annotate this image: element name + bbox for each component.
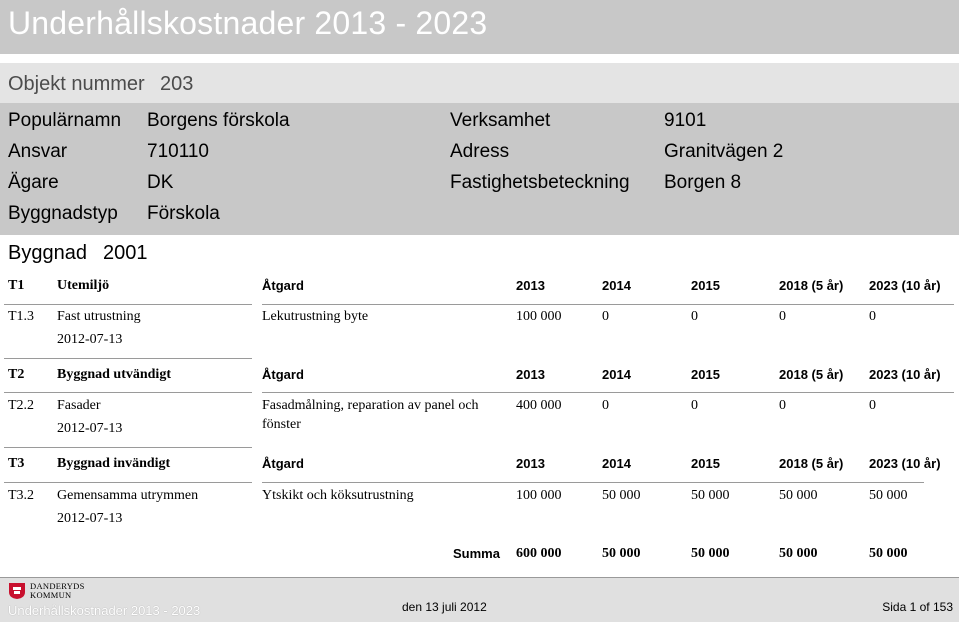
divider: [262, 482, 924, 483]
row-value-2015: 0: [691, 398, 698, 413]
row-date: 2012-07-13: [57, 421, 123, 436]
byggnadstyp-value: Förskola: [147, 203, 220, 224]
agare-label: Ägare: [8, 172, 59, 193]
divider: [262, 304, 954, 305]
summa-value-2018: 50 000: [779, 546, 818, 561]
row-code: T3.2: [8, 488, 35, 503]
summa-value-2015: 50 000: [691, 546, 730, 561]
col-2023-header: 2023 (10 år): [869, 367, 941, 382]
col-2023-header: 2023 (10 år): [869, 456, 941, 471]
col-atgard-header: Åtgard: [262, 456, 304, 471]
col-2013-header: 2013: [516, 278, 545, 293]
divider: [4, 304, 252, 305]
page-number: Sida 1 of 153: [882, 600, 953, 614]
row-code: T2.2: [8, 398, 35, 413]
divider: [4, 358, 252, 359]
page-title: Underhållskostnader 2013 - 2023: [8, 5, 488, 41]
objekt-label: Objekt nummer: [8, 73, 145, 95]
col-2018-header: 2018 (5 år): [779, 367, 844, 382]
ansvar-value: 710110: [147, 141, 209, 162]
row-value-2013: 100 000: [516, 309, 562, 324]
summa-value-2014: 50 000: [602, 546, 641, 561]
byggnad-label: Byggnad: [8, 242, 87, 264]
fastighet-value: Borgen 8: [664, 172, 742, 193]
col-2018-header: 2018 (5 år): [779, 456, 844, 471]
section-code: T1: [8, 278, 25, 293]
adress-label: Adress: [450, 141, 510, 162]
col-2023-header: 2023 (10 år): [869, 278, 941, 293]
ansvar-label: Ansvar: [8, 141, 68, 162]
verksamhet-label: Verksamhet: [450, 110, 551, 131]
byggnadstyp-label: Byggnadstyp: [8, 203, 118, 224]
section-code: T3: [8, 456, 25, 471]
row-action: Ytskikt och köksutrustning: [262, 488, 414, 503]
divider: [4, 447, 252, 448]
summa-label: Summa: [453, 546, 500, 561]
footer-date: den 13 juli 2012: [402, 600, 487, 614]
popularnamn-label: Populärnamn: [8, 110, 122, 131]
logo-line-1: DANDERYDS: [30, 581, 85, 591]
objekt-value: 203: [160, 73, 194, 95]
kommun-logo: [8, 581, 85, 600]
section-name: Utemiljö: [57, 278, 110, 293]
footer-title: Underhållskostnader 2013 - 2023: [8, 603, 201, 618]
row-value-2023: 0: [869, 309, 876, 324]
col-2014-header: 2014: [602, 367, 631, 382]
section-name: Byggnad invändigt: [57, 456, 171, 471]
row-value-2018: 0: [779, 398, 786, 413]
divider: [4, 482, 252, 483]
row-value-2018: 0: [779, 309, 786, 324]
row-value-2014: 0: [602, 398, 609, 413]
row-value-2013: 400 000: [516, 398, 562, 413]
divider: [4, 392, 252, 393]
divider: [262, 392, 954, 393]
col-2014-header: 2014: [602, 278, 631, 293]
col-atgard-header: Åtgard: [262, 278, 304, 293]
row-name: Fasader: [57, 398, 101, 413]
logo-line-2: KOMMUN: [30, 590, 72, 600]
row-action: Lekutrustning byte: [262, 309, 369, 324]
summa-value-2023: 50 000: [869, 546, 908, 561]
col-2013-header: 2013: [516, 456, 545, 471]
byggnad-value: 2001: [103, 242, 148, 264]
row-value-2023: 0: [869, 398, 876, 413]
row-value-2014: 50 000: [602, 488, 641, 503]
info-block: [0, 103, 959, 235]
row-action: Fasadmålning, reparation av panel och: [262, 398, 479, 413]
title-bar: [0, 0, 959, 54]
objekt-bar: [0, 63, 959, 103]
col-2015-header: 2015: [691, 278, 720, 293]
row-value-2015: 50 000: [691, 488, 730, 503]
row-value-2013: 100 000: [516, 488, 562, 503]
col-2014-header: 2014: [602, 456, 631, 471]
row-value-2023: 50 000: [869, 488, 908, 503]
logo-text: [30, 582, 85, 600]
col-2013-header: 2013: [516, 367, 545, 382]
row-name: Gemensamma utrymmen: [57, 488, 199, 503]
row-value-2018: 50 000: [779, 488, 818, 503]
section-code: T2: [8, 367, 25, 382]
row-action-line2: fönster: [262, 417, 301, 432]
summa-value-2013: 600 000: [516, 546, 562, 561]
row-date: 2012-07-13: [57, 511, 123, 526]
col-2015-header: 2015: [691, 367, 720, 382]
row-date: 2012-07-13: [57, 332, 123, 347]
byggnad-heading: [8, 242, 148, 265]
col-atgard-header: Åtgard: [262, 367, 304, 382]
row-code: T1.3: [8, 309, 35, 324]
verksamhet-value: 9101: [664, 110, 707, 131]
row-value-2014: 0: [602, 309, 609, 324]
coat-of-arms-icon: [8, 582, 26, 600]
fastighet-label: Fastighetsbeteckning: [450, 172, 630, 193]
col-2018-header: 2018 (5 år): [779, 278, 844, 293]
col-2015-header: 2015: [691, 456, 720, 471]
row-name: Fast utrustning: [57, 309, 141, 324]
popularnamn-value: Borgens förskola: [147, 110, 290, 131]
adress-value: Granitvägen 2: [664, 141, 784, 162]
agare-value: DK: [147, 172, 174, 193]
section-name: Byggnad utvändigt: [57, 367, 171, 382]
row-value-2015: 0: [691, 309, 698, 324]
